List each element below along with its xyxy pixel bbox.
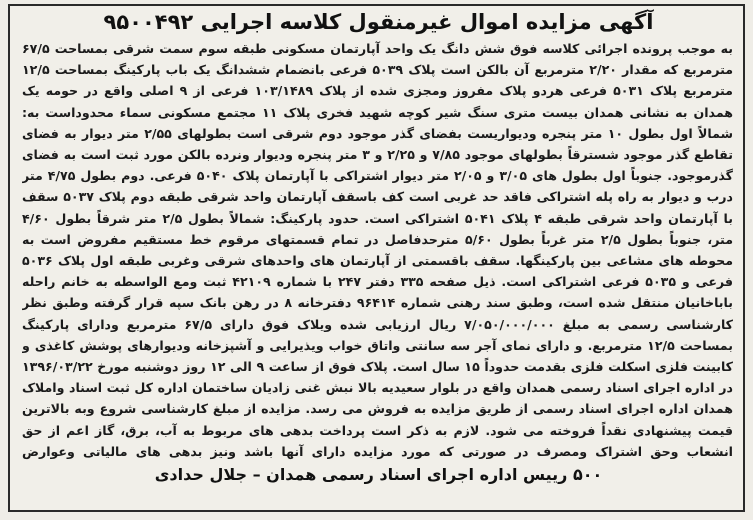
- notice-body: به موجب پرونده اجرائی کلاسه فوق شش دانگ یک واحد آپارتمان مسکونی طبقه سوم سمت شرقی بمساحت ۶۷/۵ مترمربع که مقدار ۲/۲۰ مترمربع آن بالکن است پلاک ۵۰۳۹ فرعی بانضمام ششدانگ یک باب پارکینگ بمساحت ۱۲/۵ مترمربع پلاک ۵۰۳۱ فرعی هردو پلاک مفروز ومجزی شده از پلاک ۱۰۳/۱۴۸۹ فرعی از ۹ اصلی واقع در حومه یک همدان به نشانی همدان بیست متری سنگ شیر کوچه شهید فخری پلاک ۱۱ مجتمع مسکونی سماء محدوداست به: شمالاً اول بطول ۱۰ متر پنجره ودیواریست بفضای گذر موجود دوم شرقی است بطولهای ۲/۵۵ متر دیوار به فضای تقاطع گذر موجود شسترقاً بطولهای موجود ۷/۸۵ و ۲/۲۵ و ۳ متر پنجره ودیوار ونرده بالکن مورد ثبت است به فضای گذرموجود. جنوباً اول بطول های ۳/۰۵ و ۲/۰۵ متر دیوار اشتراکی با آپارتمان پلاک ۵۰۴۰ فرعی. دوم بطول ۴/۷۵ متر درب و دیوار به راه پله اشتراکی فاقد حد غربی است کف باسقف آپارتمان واحد شرقی طبقه دوم پلاک ۵۰۳۷ سقف با آپارتمان واحد شرقی طبقه ۴ پلاک ۵۰۴۱ اشتراکی است. حدود پارکینگ: شمالاً بطول ۲/۵ متر شرقاً بطول ۴/۶۰ متر، جنوباً بطول ۲/۵ متر غرباً بطول ۵/۶۰ مترحدفاصل در تمام قسمتهای مرقوم خط مستقیم مفروض است به محوطه های مشاعی بین پارکینگها. سقف باقسمتی از آپارتمان های واحدهای شرقی وغربی طبقه اول پلاک ۵۰۳۶ فرعی و ۵۰۳۵ فرعی اشتراکی است. ذیل صفحه ۳۳۵ دفتر ۲۴۷ با شماره ۴۲۱۰۹ ثبت ومع الواسطه به خانم راحله باباخانیان منتقل شده است، وطبق سند رهنی شماره ۹۶۴۱۴ دفترخانه ۸ در رهن بانک سپه قرار گرفته وطبق نظر کارشناسی رسمی به مبلغ ۷/۰۵۰/۰۰۰/۰۰۰ ریال ارزیابی شده ویلاک فوق دارای ۶۷/۵ مترمربع ودارای پارکینگ بمساحت ۱۲/۵ مترمربع. و دارای نمای آجر سه سانتی واتاق خواب ویذیرایی و آشپزخانه ودیوارهای پوشش کاغذی و کابینت فلزی اسکلت فلزی بقدمت حدوداً ۱۵ سال است. پلاک فوق از ساعت ۹ الی ۱۲ روز دوشنبه مورخ ۱۳۹۶/۰۳/۲۲ در اداره اجرای اسناد رسمی همدان واقع در بلوار سعیدیه بالا نبش غنی زادیان ساختمان اداره کل ثبت اسناد واملاک همدان اداره اجرای اسناد رسمی از طریق مزایده به فروش می رسد. مزایده از مبلغ کارشناسی شروع وبه بالاترین قیمت پیشنهادی نقداً فروخته می شود. لازم به ذکر است پرداخت بدهی های مربوط به آب، برق، گاز اعم از حق انشعاب وحق اشتراک ومصرف در صورتی که مورد مزایده دارای آنها باشد ونیز بدهی های مالیاتی وعوارض: [22, 41, 733, 459]
- notice-signature: ۵۰۰ رییس اداره اجرای اسناد رسمی همدان – جلال حدادی: [154, 465, 603, 484]
- notice-frame: [8, 4, 745, 512]
- notice-title: آگهی مزایده اموال غیرمنقول کلاسه اجرایی ۹۵۰۰۴۹۲: [103, 10, 654, 34]
